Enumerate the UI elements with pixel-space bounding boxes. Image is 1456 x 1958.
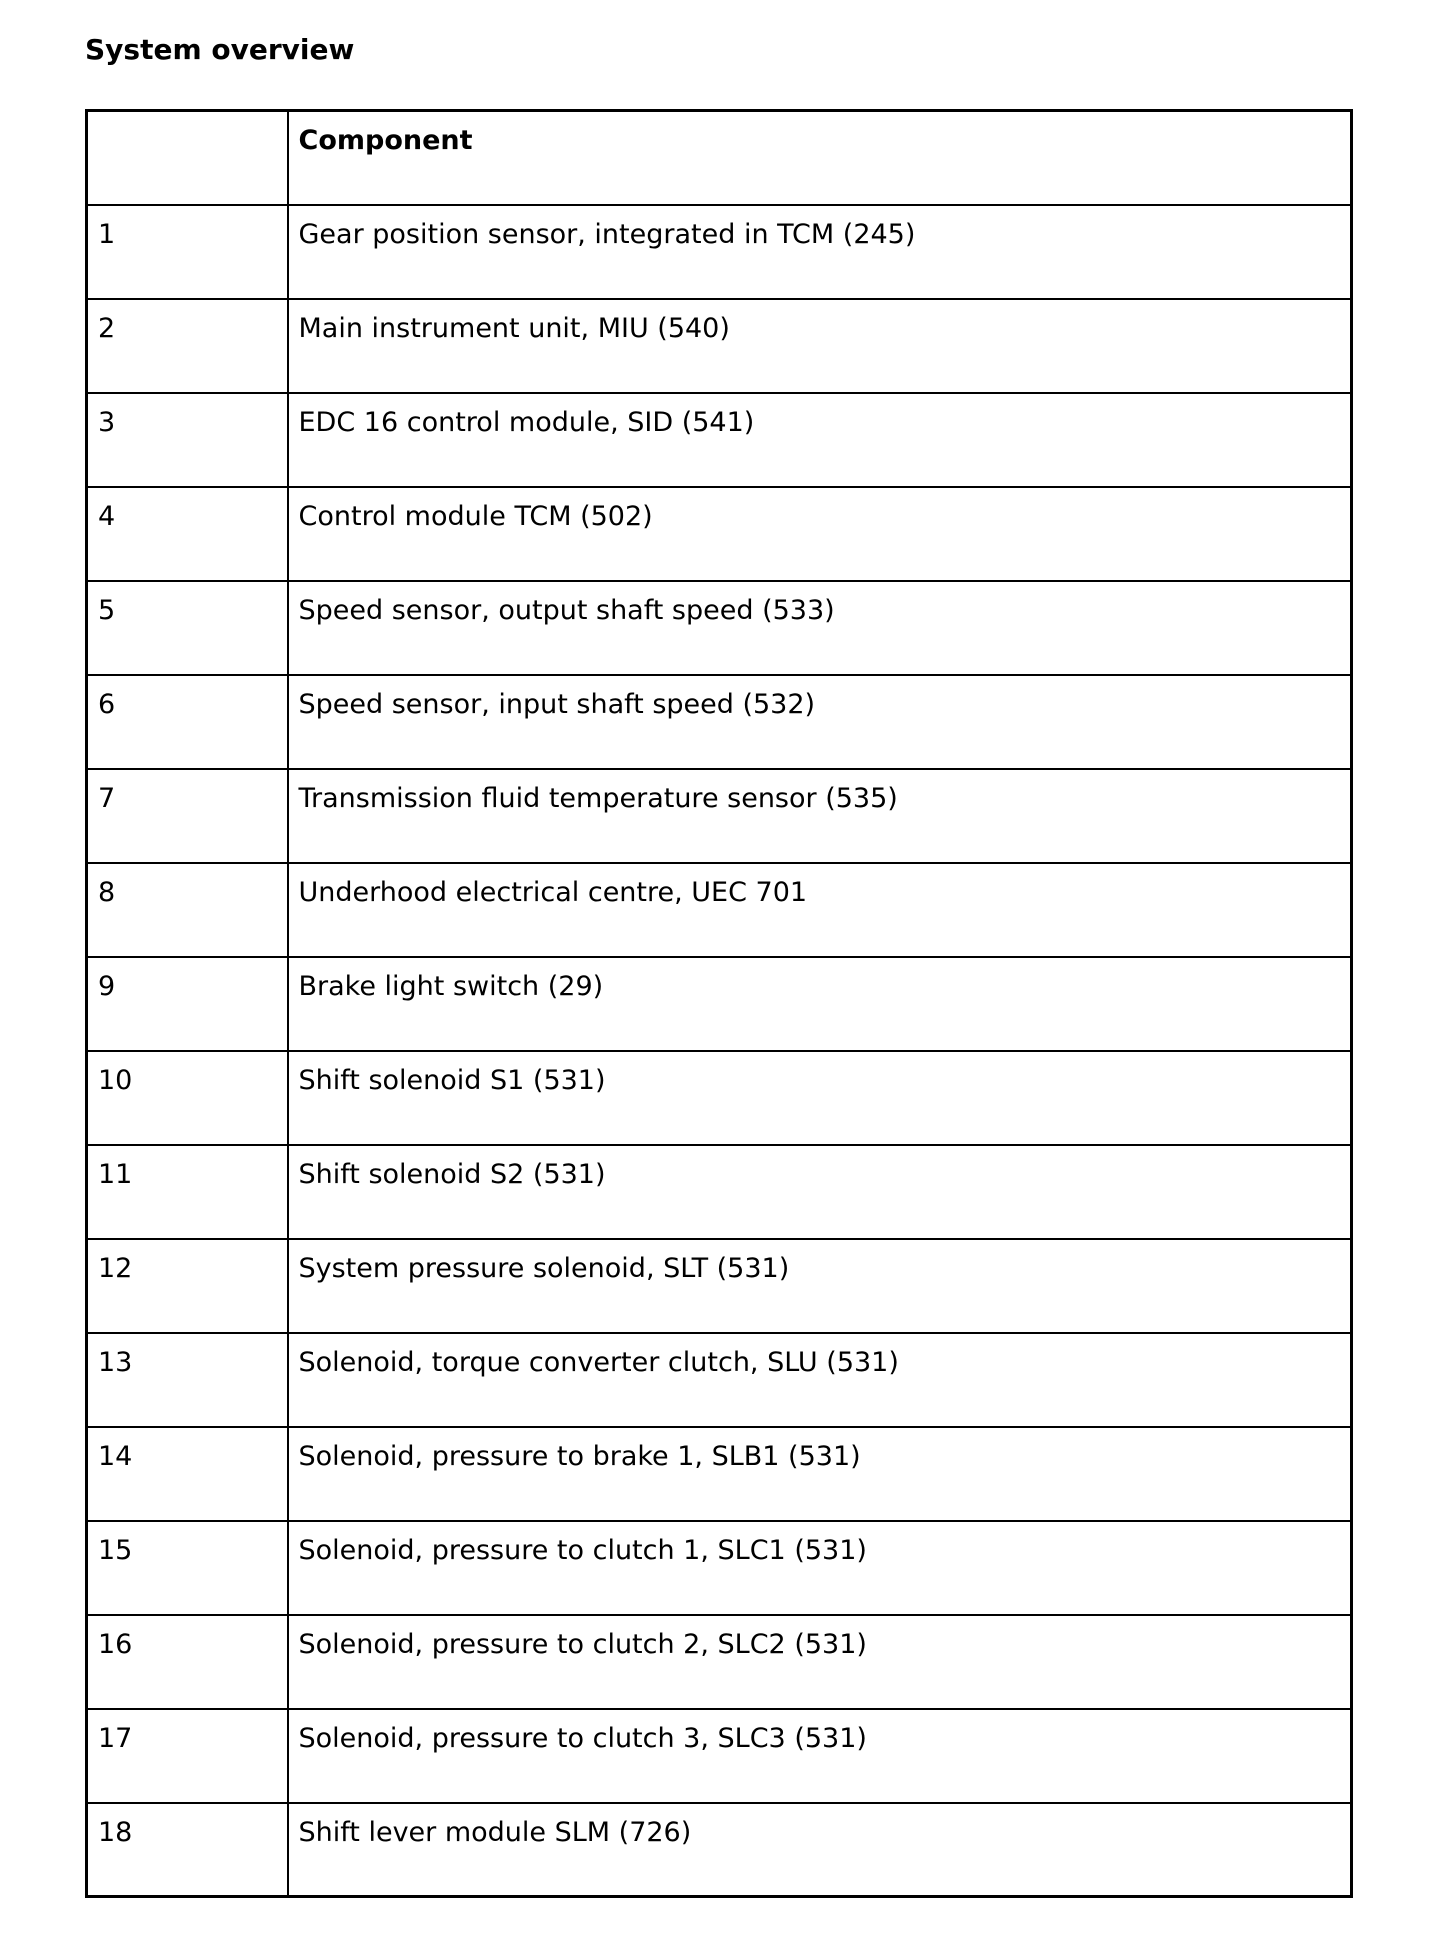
- row-number: 16: [87, 1615, 288, 1709]
- row-number: 7: [87, 769, 288, 863]
- system-overview-table: [85, 109, 1353, 1898]
- table-row: [87, 299, 1352, 393]
- table-row: [87, 1051, 1352, 1145]
- row-number: 11: [87, 1145, 288, 1239]
- component-name: Shift lever module SLM (726): [288, 1803, 1352, 1897]
- table-row: [87, 675, 1352, 769]
- table-row: [87, 1427, 1352, 1521]
- table-row: [87, 581, 1352, 675]
- table-row: [87, 1615, 1352, 1709]
- table-row: [87, 1145, 1352, 1239]
- component-column-header: Component: [288, 111, 1352, 205]
- row-number: 8: [87, 863, 288, 957]
- row-number: 14: [87, 1427, 288, 1521]
- page-title: System overview: [85, 33, 355, 66]
- table-row: [87, 957, 1352, 1051]
- row-number: 6: [87, 675, 288, 769]
- component-name: Solenoid, pressure to clutch 2, SLC2 (531): [288, 1615, 1352, 1709]
- table-row: [87, 1239, 1352, 1333]
- component-name: Gear position sensor, integrated in TCM (245): [288, 205, 1352, 299]
- component-name: Control module TCM (502): [288, 487, 1352, 581]
- table-row: [87, 1333, 1352, 1427]
- component-name: Shift solenoid S1 (531): [288, 1051, 1352, 1145]
- component-name: Shift solenoid S2 (531): [288, 1145, 1352, 1239]
- component-name: Brake light switch (29): [288, 957, 1352, 1051]
- row-number: 9: [87, 957, 288, 1051]
- table-row: [87, 863, 1352, 957]
- row-number: 5: [87, 581, 288, 675]
- table-row: [87, 1803, 1352, 1897]
- table-row: [87, 1521, 1352, 1615]
- table-row: [87, 1709, 1352, 1803]
- component-name: Transmission fluid temperature sensor (535): [288, 769, 1352, 863]
- number-column-header: [87, 111, 288, 205]
- table-row: [87, 769, 1352, 863]
- row-number: 18: [87, 1803, 288, 1897]
- component-name: Solenoid, pressure to clutch 1, SLC1 (531): [288, 1521, 1352, 1615]
- row-number: 17: [87, 1709, 288, 1803]
- component-name: Speed sensor, input shaft speed (532): [288, 675, 1352, 769]
- component-name: Speed sensor, output shaft speed (533): [288, 581, 1352, 675]
- component-name: Underhood electrical centre, UEC 701: [288, 863, 1352, 957]
- row-number: 1: [87, 205, 288, 299]
- row-number: 12: [87, 1239, 288, 1333]
- table-row: [87, 205, 1352, 299]
- table-row: [87, 393, 1352, 487]
- row-number: 2: [87, 299, 288, 393]
- row-number: 4: [87, 487, 288, 581]
- component-name: Main instrument unit, MIU (540): [288, 299, 1352, 393]
- component-name: System pressure solenoid, SLT (531): [288, 1239, 1352, 1333]
- row-number: 15: [87, 1521, 288, 1615]
- component-name: Solenoid, torque converter clutch, SLU (531): [288, 1333, 1352, 1427]
- component-name: Solenoid, pressure to clutch 3, SLC3 (531): [288, 1709, 1352, 1803]
- component-name: Solenoid, pressure to brake 1, SLB1 (531): [288, 1427, 1352, 1521]
- row-number: 10: [87, 1051, 288, 1145]
- table-row: [87, 487, 1352, 581]
- table-header-row: [87, 111, 1352, 205]
- row-number: 3: [87, 393, 288, 487]
- row-number: 13: [87, 1333, 288, 1427]
- component-name: EDC 16 control module, SID (541): [288, 393, 1352, 487]
